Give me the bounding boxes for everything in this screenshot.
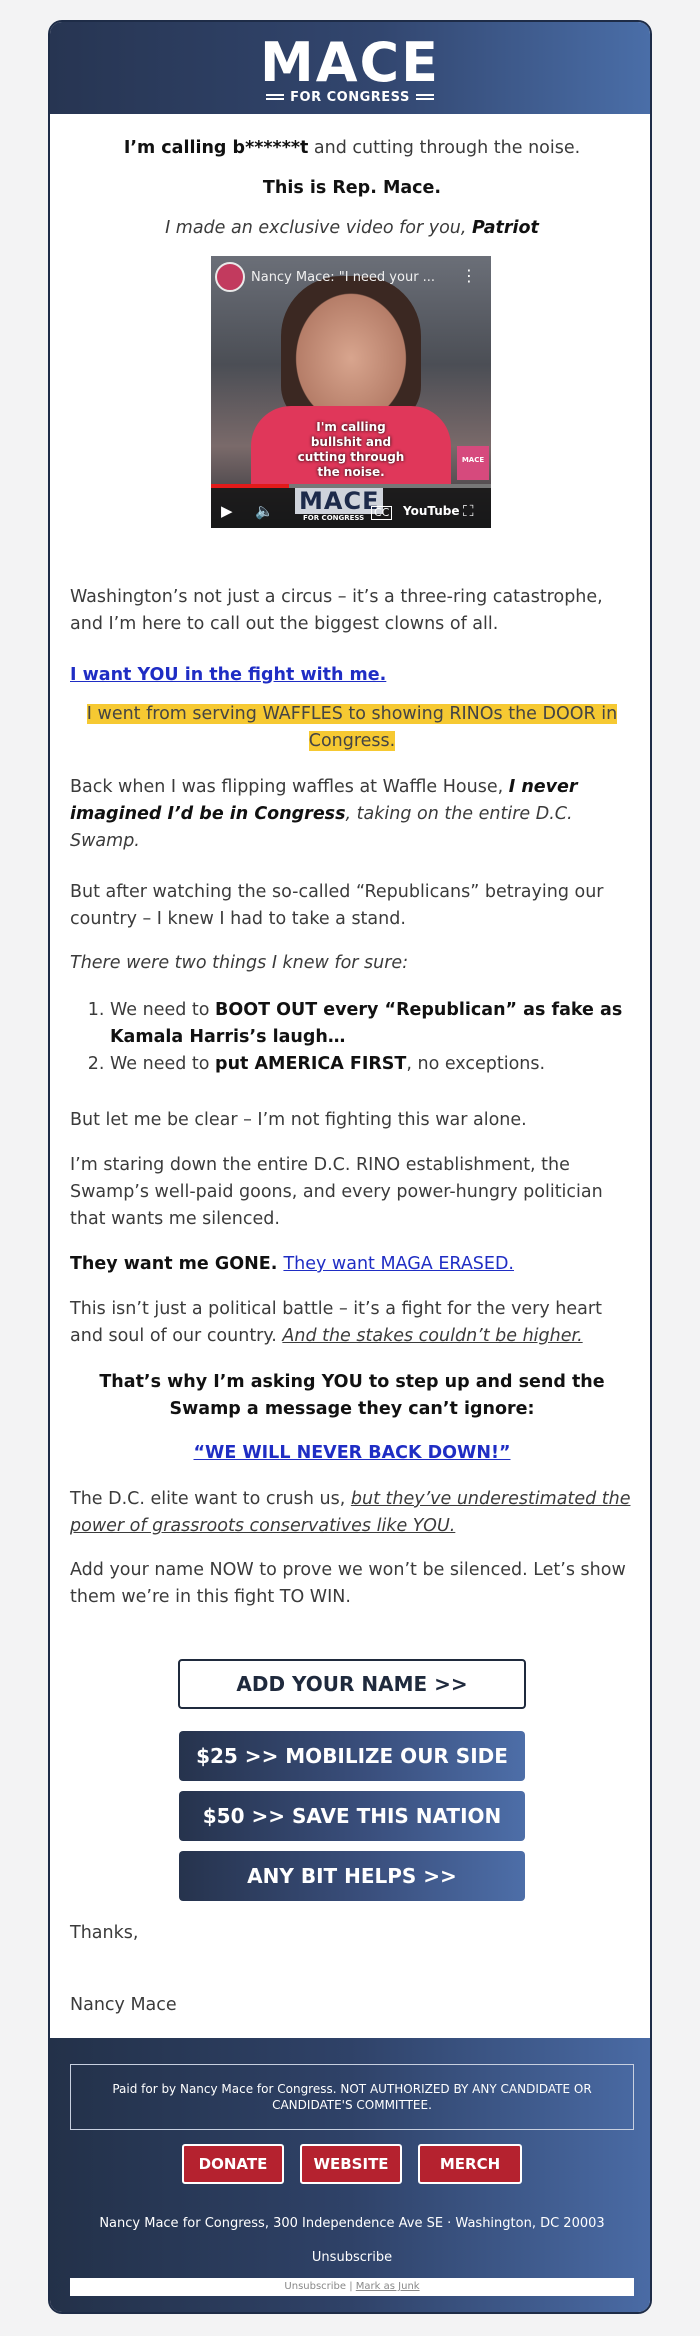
intro-rest: and cutting through the noise. xyxy=(308,138,581,158)
signature-name: Nancy Mace xyxy=(70,1995,177,2015)
intro-line-3 xyxy=(70,215,634,242)
volume-icon[interactable]: 🔈 xyxy=(255,502,274,520)
logo-subtitle-text: FOR CONGRESS xyxy=(290,89,410,105)
gone-bold: They want me GONE. xyxy=(70,1254,284,1274)
two-things-list xyxy=(70,997,634,1078)
list-item xyxy=(110,1051,634,1078)
video-player[interactable] xyxy=(211,256,491,528)
fight-with-me-link[interactable]: I want YOU in the fight with me. xyxy=(70,665,387,685)
video-controls xyxy=(211,484,491,528)
elite-start: The D.C. elite want to crush us, xyxy=(70,1489,351,1509)
list-item-post: , no exceptions. xyxy=(406,1054,546,1074)
paragraph-circus: Washington’s not just a circus – it’s a three-ring catastrophe, and I’m here to call out the biggest clowns of all. xyxy=(70,587,603,634)
paragraph-waffles xyxy=(70,774,634,855)
email-card xyxy=(48,20,652,2314)
channel-avatar[interactable] xyxy=(215,262,245,292)
more-options-icon[interactable]: ⋮ xyxy=(461,266,477,285)
list-item-bold: BOOT OUT every “Republican” as fake as Kamala Harris’s laugh… xyxy=(110,1000,623,1047)
email-footer xyxy=(50,2038,650,2314)
donate-50-button[interactable]: $50 >> SAVE THIS NATION xyxy=(179,1791,525,1841)
video-progress-fill xyxy=(211,484,289,488)
paragraph-step-up: That’s why I’m asking YOU to step up and send the Swamp a message they can’t ignore: xyxy=(99,1372,605,1419)
paragraph-two-things: There were two things I knew for sure: xyxy=(70,953,409,973)
waffles-bold: I never imagined I’d be in Congress xyxy=(70,777,578,824)
donate-25-button[interactable]: $25 >> MOBILIZE OUR SIDE xyxy=(179,1731,525,1781)
intro-bold: I’m calling b******t xyxy=(123,138,309,158)
play-icon[interactable]: ▶ xyxy=(221,502,233,520)
any-bit-helps-button[interactable]: ANY BIT HELPS >> xyxy=(179,1851,525,1901)
footer-merch-button[interactable]: MERCH xyxy=(418,2144,522,2184)
list-item xyxy=(110,997,634,1051)
intro-line-1 xyxy=(70,135,634,162)
paragraph-dc-elite xyxy=(70,1486,634,1540)
video-logo: MACE xyxy=(295,488,383,514)
logo-line-left xyxy=(266,94,284,100)
paragraph-establishment: I’m staring down the entire D.C. RINO establishment, the Swamp’s well-paid goons, and every power-hungry politician that wants me silenced. xyxy=(70,1155,603,1229)
paragraph-battle xyxy=(70,1296,634,1350)
paid-for-disclaimer: Paid for by Nancy Mace for Congress. NOT AUTHORIZED BY ANY CANDIDATE OR CANDIDATE'S COMMITTEE. xyxy=(70,2064,634,2130)
paragraph-republicans: But after watching the so-called “Republicans” betraying our country – I knew I had to take a stand. xyxy=(70,882,604,929)
video-badge: MACE xyxy=(457,446,489,480)
mace-logo: MACE xyxy=(259,30,441,94)
video-logo-sub: FOR CONGRESS xyxy=(303,514,365,522)
email-header xyxy=(50,22,650,114)
intro-patriot: Patriot xyxy=(472,218,539,238)
youtube-logo[interactable]: YouTube xyxy=(403,504,460,518)
waffles-italic: , taking on the entire D.C. Swamp. xyxy=(70,804,573,851)
never-back-down-link[interactable]: “WE WILL NEVER BACK DOWN!” xyxy=(193,1443,511,1463)
highlight-paragraph xyxy=(70,701,634,755)
video-face xyxy=(281,276,421,426)
logo-subtitle xyxy=(266,90,434,105)
logo-line-right xyxy=(416,94,434,100)
highlight-text: I went from serving WAFFLES to showing RINOs the DOOR in Congress. xyxy=(86,704,618,751)
fullscreen-icon[interactable]: ⛶ xyxy=(463,502,474,520)
add-your-name-button[interactable]: ADD YOUR NAME >> xyxy=(178,1659,526,1709)
list-item-pre: We need to xyxy=(110,1000,216,1020)
footer-website-button[interactable]: WEBSITE xyxy=(300,2144,402,2184)
unsubscribe-strip xyxy=(70,2278,634,2296)
video-caption: I'm calling bullshit and cutting through the noise. xyxy=(297,420,405,479)
battle-italic: And the stakes couldn’t be higher. xyxy=(282,1326,583,1346)
maga-erased-link[interactable]: They want MAGA ERASED. xyxy=(283,1254,514,1274)
footer-donate-button[interactable]: DONATE xyxy=(182,2144,284,2184)
waffles-start: Back when I was flipping waffles at Waffle House, xyxy=(70,777,509,797)
mailing-address: Nancy Mace for Congress, 300 Independence Ave SE · Washington, DC 20003 xyxy=(99,2216,605,2231)
video-title[interactable]: Nancy Mace: "I need your ... xyxy=(251,270,436,285)
list-item-pre: We need to xyxy=(110,1054,216,1074)
intro-italic: I made an exclusive video for you, xyxy=(165,218,473,238)
list-item-bold: put AMERICA FIRST xyxy=(215,1054,407,1074)
elite-italic: but they’ve underestimated the power of grassroots conservatives like YOU. xyxy=(70,1489,631,1536)
paragraph-gone xyxy=(70,1251,634,1278)
paragraph-add-name: Add your name NOW to prove we won’t be silenced. Let’s show them we’re in this fight TO WIN. xyxy=(70,1560,626,1607)
captions-icon[interactable]: CC xyxy=(371,506,392,520)
intro-line-2: This is Rep. Mace. xyxy=(262,178,442,198)
mark-as-junk-link[interactable]: Mark as Junk xyxy=(355,2281,420,2292)
paragraph-not-alone: But let me be clear – I’m not fighting this war alone. xyxy=(70,1110,527,1130)
unsubscribe-link[interactable]: Unsubscribe xyxy=(311,2250,393,2265)
strip-separator: | xyxy=(346,2281,356,2292)
thanks-text: Thanks, xyxy=(70,1923,139,1943)
strip-unsubscribe-link[interactable]: Unsubscribe xyxy=(284,2281,347,2292)
battle-start: This isn’t just a political battle – it’s a fight for the very heart and soul of our country. xyxy=(70,1299,602,1346)
